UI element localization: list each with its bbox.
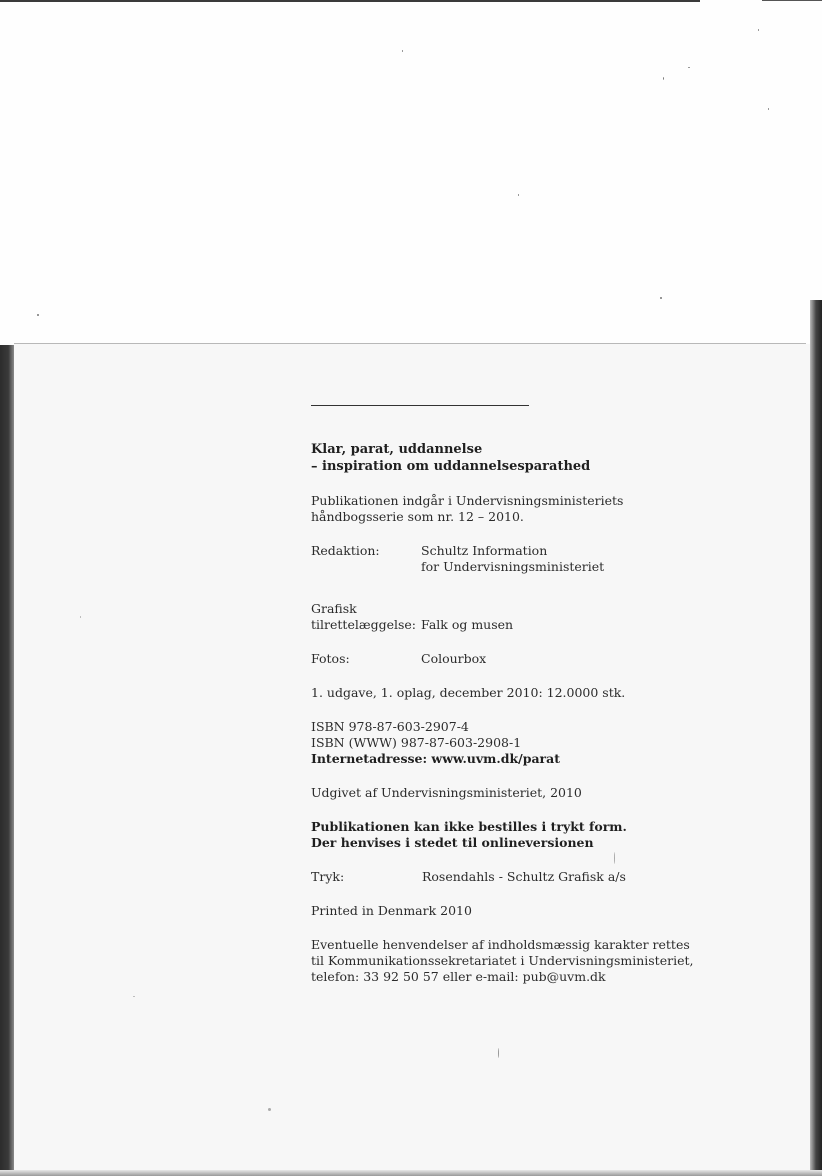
scan-edge-left — [0, 345, 14, 1176]
top-rule — [311, 405, 529, 406]
fotos-value: Colourbox — [421, 651, 487, 666]
printed-in: Printed in Denmark 2010 — [311, 903, 472, 918]
redaktion-value — [421, 543, 711, 575]
order-notice-line: Publikationen kan ikke bestilles i trykt form. — [311, 819, 627, 834]
tryk-label: Tryk: — [311, 869, 345, 884]
grafisk-label: Grafisk — [311, 601, 357, 616]
series-info — [311, 493, 711, 525]
fotos-label: Fotos: — [311, 651, 350, 666]
blank-upper-page — [0, 0, 822, 343]
dust-speck — [518, 194, 519, 196]
dust-speck — [80, 616, 81, 618]
scan-edge-top-right — [762, 0, 822, 1]
page-fold-line — [14, 343, 806, 344]
redaktion-value-line: for Undervisningsministeriet — [421, 559, 605, 574]
edition-info: 1. udgave, 1. oplag, december 2010: 12.0000 stk. — [311, 685, 626, 700]
order-notice — [311, 819, 711, 851]
dust-speck — [498, 1048, 499, 1058]
publication-title: Klar, parat, uddannelse — [311, 442, 483, 457]
isbn-print: ISBN 978-87-603-2907-4 — [311, 719, 469, 734]
scan-edge-right — [810, 300, 822, 1176]
dust-speck — [688, 67, 690, 68]
grafisk-value: Falk og musen — [421, 617, 514, 632]
scan-edge-top — [0, 0, 700, 2]
redaktion-row — [311, 543, 711, 575]
contact-line: telefon: 33 92 50 57 eller e-mail: pub@uvm.dk — [311, 969, 606, 984]
dust-speck — [758, 29, 759, 31]
contact-line: Eventuelle henvendelser af indholdsmæssig karakter rettes — [311, 937, 690, 952]
redaktion-value-line: Schultz Information — [421, 543, 548, 558]
colophon — [311, 405, 711, 985]
isbn-block — [311, 719, 711, 767]
publication-subtitle: – inspiration om uddannelsesparathed — [311, 459, 591, 474]
internet-address: Internetadresse: www.uvm.dk/parat — [311, 751, 561, 766]
dust-speck — [660, 297, 662, 299]
series-line: Publikationen indgår i Undervisningsministeriets — [311, 493, 624, 508]
tryk-row — [311, 869, 711, 885]
dust-speck — [663, 77, 664, 80]
series-line: håndbogsserie som nr. 12 – 2010. — [311, 509, 524, 524]
redaktion-label: Redaktion: — [311, 543, 380, 558]
fotos-row — [311, 651, 711, 667]
dust-speck — [37, 314, 39, 316]
tryk-value: Rosendahls - Schultz Grafisk a/s — [422, 869, 626, 884]
grafisk-row — [311, 601, 711, 633]
dust-speck — [133, 996, 135, 997]
dust-speck — [402, 50, 403, 52]
contact-line: til Kommunikationssekretariatet i Undervisningsministeriet, — [311, 953, 694, 968]
isbn-www: ISBN (WWW) 987-87-603-2908-1 — [311, 735, 522, 750]
contact-info — [311, 937, 711, 985]
scan-edge-bottom — [0, 1170, 822, 1176]
grafisk-label: tilrettelæggelse: — [311, 617, 417, 632]
dust-speck — [768, 108, 769, 110]
publisher: Udgivet af Undervisningsministeriet, 2010 — [311, 785, 582, 800]
order-notice-line: Der henvises i stedet til onlineversionen — [311, 835, 594, 850]
dust-speck — [268, 1108, 271, 1111]
